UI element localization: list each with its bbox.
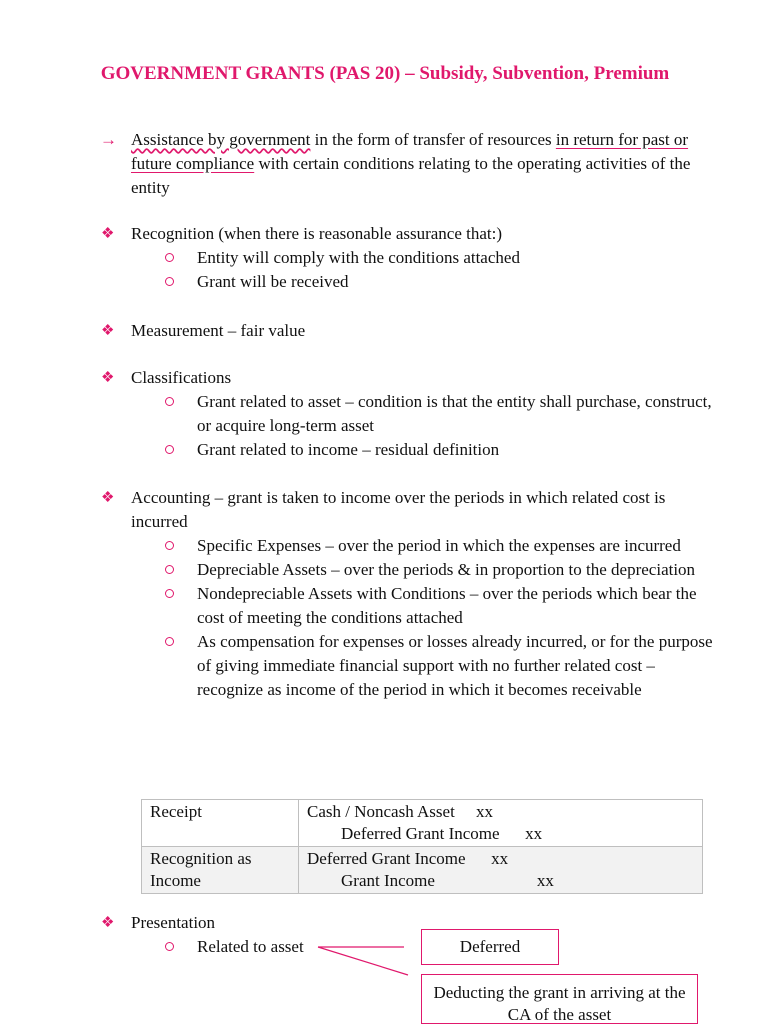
measurement-heading-text: Measurement – fair value bbox=[131, 321, 306, 340]
list-item bbox=[0, 438, 717, 462]
presentation-section bbox=[0, 911, 768, 959]
circle-bullet-icon bbox=[165, 397, 174, 406]
recognition-section bbox=[0, 222, 768, 294]
table-cell-entry bbox=[299, 847, 703, 894]
circle-bullet-icon bbox=[165, 277, 174, 286]
circle-bullet-icon bbox=[165, 942, 174, 951]
classifications-section bbox=[0, 366, 768, 462]
credit-line: Deferred Grant Income xx bbox=[307, 824, 543, 843]
definition-condition: in return for past or future compliance bbox=[131, 130, 689, 173]
circle-bullet-icon bbox=[165, 565, 174, 574]
list-item-text: Depreciable Assets – over the periods & in proportion to the depreciation bbox=[197, 560, 696, 579]
debit-line: Cash / Noncash Asset xx bbox=[307, 802, 494, 821]
list-item bbox=[0, 935, 717, 959]
list-item-text: Related to asset bbox=[197, 937, 304, 956]
definition-term: Assistance by government bbox=[131, 130, 311, 149]
list-item-text: Grant related to income – residual definition bbox=[197, 440, 500, 459]
list-item-text: Specific Expenses – over the period in which the expenses are incurred bbox=[197, 536, 681, 555]
presentation-heading bbox=[0, 911, 721, 935]
list-item bbox=[0, 534, 717, 558]
arrow-icon: → bbox=[100, 130, 117, 149]
circle-bullet-icon bbox=[165, 637, 174, 646]
list-item bbox=[0, 270, 717, 294]
table-cell-label: Recognition as Income bbox=[142, 847, 299, 894]
accounting-section bbox=[0, 486, 768, 702]
circle-bullet-icon bbox=[165, 253, 174, 262]
measurement-heading bbox=[0, 319, 721, 343]
debit-line: Deferred Grant Income xx bbox=[307, 849, 509, 868]
definition-text-part: with certain conditions relating to the operating activities of the entity bbox=[131, 154, 691, 197]
table-row bbox=[142, 800, 703, 847]
recognition-heading-text: Recognition (when there is reasonable assurance that:) bbox=[131, 224, 503, 243]
table-cell-entry bbox=[299, 800, 703, 847]
definition-text bbox=[0, 128, 721, 200]
circle-bullet-icon bbox=[165, 541, 174, 550]
page-title: GOVERNMENT GRANTS (PAS 20) – Subsidy, Subvention, Premium bbox=[100, 63, 670, 84]
list-item-text: Nondepreciable Assets with Conditions – over the periods which bear the cost of meeting the conditions attached bbox=[197, 584, 697, 627]
classifications-heading bbox=[0, 366, 721, 390]
accounting-heading bbox=[0, 486, 721, 534]
diamond-bullet-icon: ❖ bbox=[101, 370, 115, 386]
list-item-text: Entity will comply with the conditions attached bbox=[197, 248, 520, 267]
credit-line: Grant Income xx bbox=[307, 871, 554, 890]
list-item-text: Grant will be received bbox=[197, 272, 349, 291]
deduction-box-text: Deducting the grant in arriving at the CA of the asset bbox=[433, 983, 686, 1024]
list-item bbox=[0, 246, 717, 270]
deferred-box bbox=[421, 929, 559, 965]
recognition-heading bbox=[0, 222, 721, 246]
accounting-heading-text: Accounting – grant is taken to income over the periods in which related cost is incurred bbox=[131, 488, 666, 531]
list-item-text: Grant related to asset – condition is that the entity shall purchase, construct, or acquire long-term asset bbox=[197, 392, 712, 435]
diamond-bullet-icon: ❖ bbox=[101, 323, 115, 339]
definition-section bbox=[0, 128, 768, 200]
list-item bbox=[0, 630, 717, 702]
list-item bbox=[0, 390, 717, 438]
diamond-bullet-icon: ❖ bbox=[101, 490, 115, 506]
presentation-heading-text: Presentation bbox=[131, 913, 216, 932]
measurement-section bbox=[0, 319, 768, 343]
classifications-heading-text: Classifications bbox=[131, 368, 232, 387]
list-item bbox=[0, 582, 717, 630]
diamond-bullet-icon: ❖ bbox=[101, 226, 115, 242]
diamond-bullet-icon: ❖ bbox=[101, 915, 115, 931]
list-item bbox=[0, 558, 717, 582]
deferred-box-text: Deferred bbox=[459, 937, 521, 956]
table-row bbox=[142, 847, 703, 894]
deduction-box bbox=[421, 974, 698, 1024]
journal-entry-table bbox=[141, 799, 703, 894]
circle-bullet-icon bbox=[165, 589, 174, 598]
list-item-text: As compensation for expenses or losses already incurred, or for the purpose of giving immediate financial support with no further related cost – recognize as income of the period in which it becomes receivable bbox=[197, 632, 713, 699]
table-cell-label: Receipt bbox=[142, 800, 299, 847]
circle-bullet-icon bbox=[165, 445, 174, 454]
definition-text-part: in the form of transfer of resources bbox=[310, 130, 556, 149]
